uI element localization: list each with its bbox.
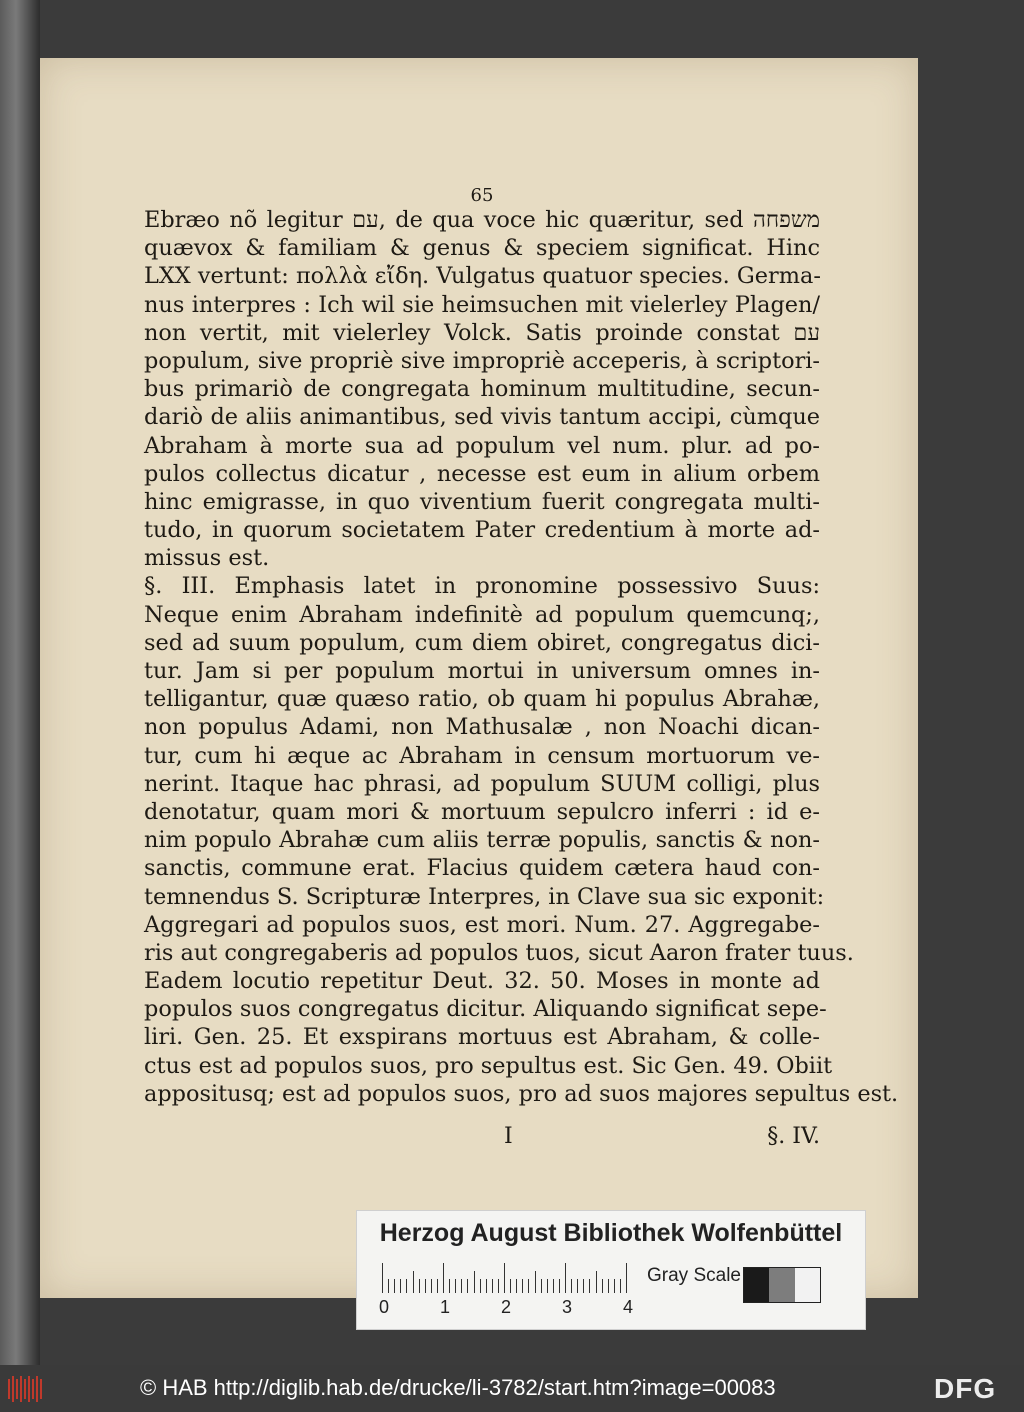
ruler-tick — [437, 1279, 438, 1293]
ruler — [382, 1263, 634, 1293]
catchword: §. IV. — [767, 1124, 820, 1149]
ruler-tick — [449, 1279, 450, 1293]
ruler-tick — [474, 1271, 475, 1293]
text-line: ctus est ad populos suos, pro sepultus est. Sic Gen. 49. Obiit — [144, 1052, 833, 1079]
text-line: missus est. — [144, 545, 270, 572]
ruler-tick — [510, 1279, 511, 1293]
ruler-tick — [583, 1279, 584, 1293]
ruler-tick — [522, 1279, 523, 1293]
ruler-tick — [571, 1279, 572, 1293]
ruler-tick — [382, 1263, 383, 1293]
text-line: Ebræo nõ legitur עם, de qua voce hic quæritur, sed משפחה — [144, 207, 820, 233]
text-line: bus primariò de congregata hominum multitudine, secun- — [144, 376, 820, 403]
ruler-tick — [602, 1279, 603, 1293]
text-line: populum, sive propriè sive impropriè acceperis, à scriptori- — [144, 347, 820, 374]
ruler-tick — [541, 1279, 542, 1293]
ruler-tick — [492, 1279, 493, 1293]
text-line: tur, cum hi æque ac Abraham in censum mortuorum ve- — [144, 742, 820, 769]
gray-swatch — [795, 1268, 820, 1302]
footer-bar — [0, 1365, 1024, 1412]
ruler-tick — [559, 1279, 560, 1293]
dfg-logo[interactable]: DFG — [934, 1373, 997, 1404]
text-line: nim populo Abrahæ cum aliis terræ populis, sanctis & non- — [144, 827, 820, 854]
text-line: quævox & familiam & genus & speciem significat. Hinc — [144, 235, 820, 262]
ruler-tick — [419, 1279, 420, 1293]
ruler-tick — [614, 1279, 615, 1293]
ruler-tick — [626, 1263, 627, 1293]
ruler-tick — [516, 1279, 517, 1293]
gray-scale-swatches — [743, 1267, 821, 1303]
ruler-number: 4 — [623, 1297, 634, 1317]
ruler-tick — [535, 1271, 536, 1293]
ruler-tick — [577, 1279, 578, 1293]
book-page — [40, 58, 918, 1298]
text-line: denotatur, quam mori & mortuum sepulcro inferri : id e- — [144, 798, 820, 825]
text-line: tur. Jam si per populum mortui in universum omnes in- — [144, 658, 820, 684]
text-line: dariò de aliis animantibus, sed vivis tantum accipi, cùmque — [144, 404, 820, 431]
ruler-tick — [620, 1279, 621, 1293]
text-line: nerint. Itaque hac phrasi, ad populum SUUM colligi, plus — [144, 770, 820, 797]
copyright-url[interactable]: © HAB http://diglib.hab.de/drucke/li-3782/start.htm?image=00083 — [140, 1375, 776, 1400]
ruler-tick — [406, 1279, 407, 1293]
text-line: LXX vertunt: πολλὰ εἴδη. Vulgatus quatuor species. Germa- — [144, 263, 821, 290]
text-line: non populus Adami, non Mathusalæ , non Noachi dican- — [144, 714, 820, 741]
ruler-tick — [455, 1279, 456, 1293]
ruler-tick — [394, 1279, 395, 1293]
ruler-tick — [431, 1279, 432, 1293]
ruler-tick — [461, 1279, 462, 1293]
text-line: Abraham à morte sua ad populum vel num. plur. ad po- — [144, 432, 820, 459]
ruler-tick — [528, 1279, 529, 1293]
ruler-tick — [565, 1263, 566, 1293]
text-line: populos suos congregatus dicitur. Aliquando significat sepe- — [144, 996, 827, 1023]
ruler-tick — [388, 1279, 389, 1293]
text-line: tudo, in quorum societatem Pater credentium à morte ad- — [144, 517, 820, 544]
text-line: liri. Gen. 25. Et exspirans mortuus est Abraham, & colle- — [144, 1024, 820, 1051]
color-target-card — [356, 1210, 866, 1330]
text-line: hinc emigrasse, in quo viventium fuerit congregata multi- — [144, 488, 820, 515]
text-line: ris aut congregaberis ad populos tuos, sicut Aaron frater tuus. — [144, 939, 854, 966]
book-edge — [0, 0, 40, 1365]
text-line: sanctis, commune erat. Flacius quidem cætera haud con- — [144, 855, 820, 882]
gray-swatch — [769, 1268, 794, 1302]
ruler-tick — [486, 1279, 487, 1293]
ruler-tick — [400, 1279, 401, 1293]
page-number: 65 — [470, 185, 494, 206]
ruler-number: 0 — [379, 1297, 390, 1317]
ruler-tick — [498, 1279, 499, 1293]
ruler-tick — [553, 1279, 554, 1293]
ruler-tick — [504, 1263, 505, 1293]
text-line: Neque enim Abraham indefinitè ad populum quemcunq;, — [144, 601, 820, 628]
page-text — [144, 182, 899, 1108]
ruler-number: 1 — [440, 1297, 451, 1317]
text-line: Eadem locutio repetitur Deut. 32. 50. Moses in monte ad — [144, 968, 820, 995]
hab-logo-icon[interactable] — [6, 1373, 46, 1405]
ruler-number: 3 — [562, 1297, 573, 1317]
ruler-tick — [589, 1279, 590, 1293]
text-line: telligantur, quæ quæso ratio, ob quam hi populus Abrahæ, — [144, 686, 820, 713]
ruler-tick — [480, 1279, 481, 1293]
text-line: non vertit, mit vielerley Volck. Satis proinde constat עם — [144, 319, 820, 346]
text-line: Aggregari ad populos suos, est mori. Num. 27. Aggregabe- — [144, 911, 820, 938]
signature-mark: I — [504, 1124, 513, 1149]
ruler-tick — [596, 1271, 597, 1293]
text-line: §. III. Emphasis latet in pronomine possessivo Suus: — [144, 573, 820, 600]
text-line: temnendus S. Scripturæ Interpres, in Clave sua sic exponit: — [144, 883, 825, 910]
text-line: nus interpres : Ich wil sie heimsuchen mit vielerley Plagen/ — [144, 291, 820, 318]
gray-swatch — [744, 1268, 769, 1302]
text-line: pulos collectus dicatur , necesse est eum in alium orbem — [144, 460, 820, 487]
text-line: appositusq; est ad populos suos, pro ad suos majores sepultus est. — [144, 1080, 899, 1107]
gray-scale-label: Gray Scale — [647, 1265, 741, 1286]
ruler-tick — [443, 1263, 444, 1293]
ruler-tick — [413, 1271, 414, 1293]
library-name: Herzog August Bibliothek Wolfenbüttel — [379, 1219, 843, 1247]
ruler-tick — [425, 1279, 426, 1293]
ruler-tick — [467, 1279, 468, 1293]
ruler-number: 2 — [501, 1297, 512, 1317]
ruler-tick — [608, 1279, 609, 1293]
ruler-tick — [547, 1279, 548, 1293]
text-line: sed ad suum populum, cum diem obiret, congregatus dici- — [144, 629, 820, 656]
